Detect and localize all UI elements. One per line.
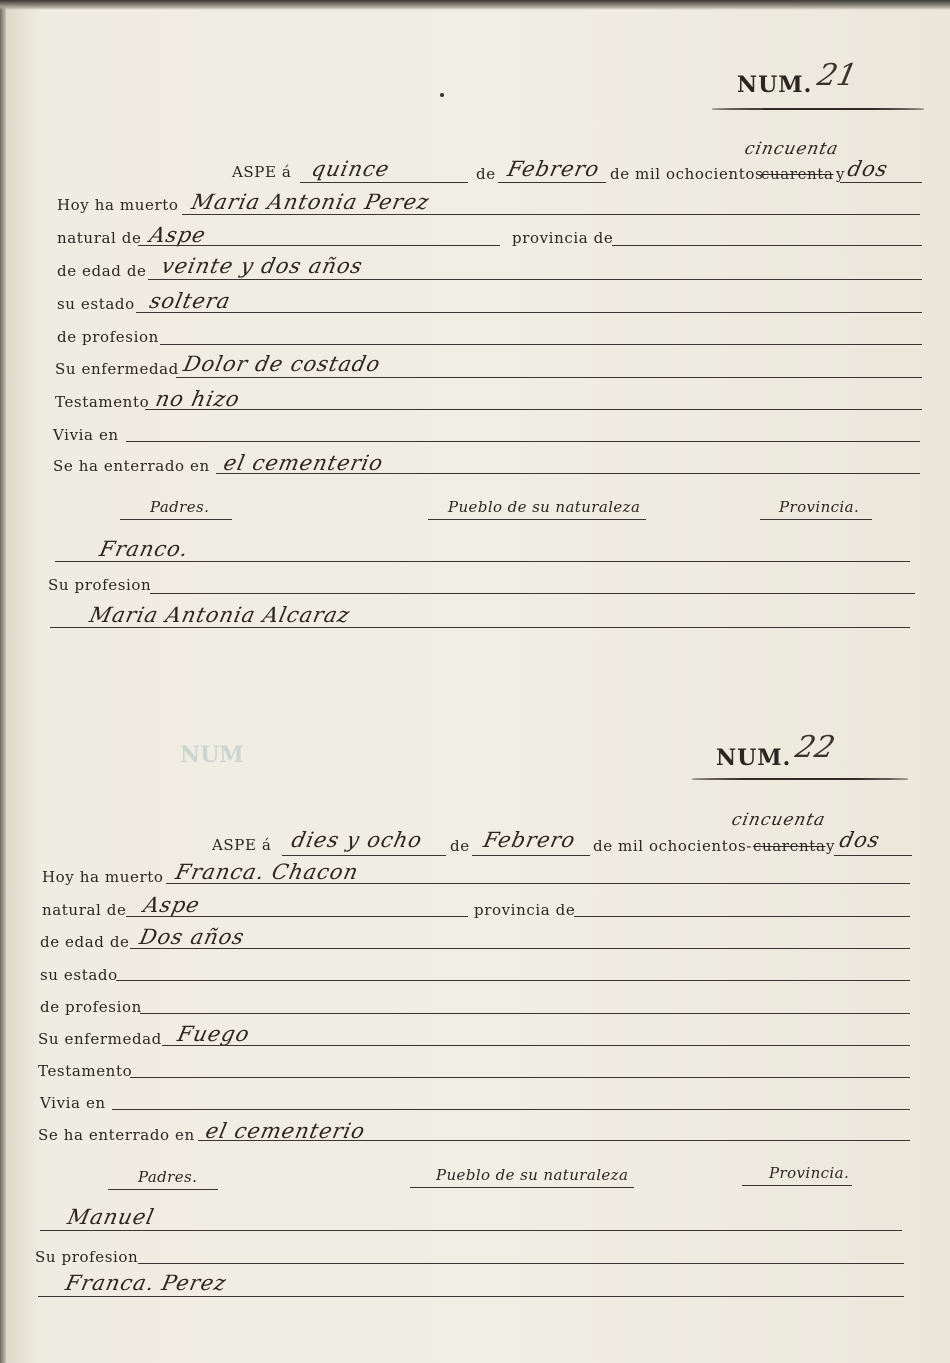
- day-line: [282, 855, 446, 856]
- ink-speck: [440, 93, 444, 97]
- parent-profession-line: [150, 593, 915, 594]
- buried-line: [216, 473, 920, 474]
- year-struck: cuarenta: [753, 837, 826, 855]
- age-label: de edad de: [57, 262, 147, 280]
- mother-value: Franca. Perez: [63, 1271, 229, 1295]
- province-label: provincia de: [512, 229, 614, 247]
- illness-line: [176, 377, 922, 378]
- status-line: [136, 312, 922, 313]
- father-value: Manuel: [65, 1205, 157, 1229]
- age-value: Dos años: [137, 925, 247, 949]
- will-line: [145, 409, 922, 410]
- father-line: [40, 1230, 902, 1231]
- lived-label: Vivia en: [53, 426, 119, 444]
- month-line: [472, 855, 590, 856]
- year-correction: cincuenta: [742, 139, 841, 159]
- record-number-label: NUM.: [716, 745, 792, 771]
- lived-label: Vivia en: [40, 1094, 106, 1112]
- age-label: de edad de: [40, 933, 130, 951]
- lived-line: [112, 1109, 910, 1110]
- will-label: Testamento: [38, 1062, 133, 1080]
- buried-value: el cementerio: [221, 451, 386, 475]
- month-value: Febrero: [505, 157, 603, 181]
- de-label: de: [476, 165, 496, 183]
- mother-value: Maria Antonia Alcaraz: [87, 603, 353, 627]
- age-value: veinte y dos años: [159, 254, 366, 278]
- province-header-rule: [742, 1185, 852, 1186]
- province-header: Provincia.: [779, 498, 860, 516]
- lived-line: [126, 441, 920, 442]
- parents-header-rule: [108, 1189, 218, 1190]
- parent-profession-label: Su profesion: [35, 1248, 139, 1266]
- month-value: Febrero: [481, 828, 579, 852]
- natural-label: natural de: [57, 229, 142, 247]
- town-header-rule: [428, 519, 646, 520]
- buried-label: Se ha enterrado en: [53, 457, 210, 475]
- status-label: su estado: [57, 295, 135, 313]
- year-line: [840, 182, 922, 183]
- will-label: Testamento: [55, 393, 150, 411]
- status-label: su estado: [40, 966, 118, 984]
- day-line: [300, 182, 468, 183]
- parent-profession-label: Su profesion: [48, 576, 152, 594]
- profession-label: de profesion: [40, 998, 142, 1016]
- year-y: y: [826, 837, 836, 855]
- year-units: dos: [837, 828, 883, 852]
- age-line: [130, 948, 910, 949]
- page-edge-top: [0, 0, 950, 10]
- status-line: [116, 980, 910, 981]
- father-value: Franco.: [97, 537, 191, 561]
- record-number-rule: [692, 778, 908, 780]
- province-header-rule: [760, 519, 872, 520]
- day-value: dies y ocho: [289, 828, 425, 852]
- parents-header-rule: [120, 519, 232, 520]
- died-line: [182, 214, 920, 215]
- died-value: Franca. Chacon: [173, 860, 361, 884]
- died-value: Maria Antonia Perez: [189, 190, 432, 214]
- profession-label: de profesion: [57, 328, 159, 346]
- age-line: [148, 279, 922, 280]
- died-line: [166, 883, 910, 884]
- year-units: dos: [845, 157, 891, 181]
- town-header-rule: [410, 1187, 634, 1188]
- natural-value: Aspe: [147, 223, 209, 247]
- province-line: [574, 916, 910, 917]
- record-number-value: 21: [814, 58, 860, 93]
- natural-line: [126, 916, 468, 917]
- will-line: [130, 1077, 910, 1078]
- month-line: [498, 182, 606, 183]
- died-label: Hoy ha muerto: [57, 196, 179, 214]
- illness-line: [162, 1045, 910, 1046]
- place-label: ASPE á: [212, 836, 272, 854]
- de-label: de: [450, 837, 470, 855]
- natural-line: [138, 245, 500, 246]
- illness-label: Su enfermedad: [55, 360, 179, 378]
- record-number-rule: [712, 108, 924, 110]
- buried-label: Se ha enterrado en: [38, 1126, 195, 1144]
- parent-profession-line: [138, 1263, 904, 1264]
- illness-label: Su enfermedad: [38, 1030, 162, 1048]
- father-line: [55, 561, 910, 562]
- province-header: Provincia.: [769, 1164, 850, 1182]
- mother-line: [38, 1296, 904, 1297]
- parents-header: Padres.: [138, 1168, 198, 1186]
- page-edge-left: [0, 0, 6, 1363]
- ghost-num: NUM: [180, 742, 244, 768]
- year-correction: cincuenta: [729, 810, 828, 830]
- status-value: soltera: [147, 289, 234, 313]
- illness-value: Dolor de costado: [181, 352, 383, 376]
- buried-value: el cementerio: [203, 1119, 368, 1143]
- will-value: no hizo: [153, 387, 243, 411]
- natural-label: natural de: [42, 901, 127, 919]
- record-number-value: 22: [792, 730, 838, 765]
- profession-line: [140, 1013, 910, 1014]
- parents-header: Padres.: [150, 498, 210, 516]
- day-value: quince: [309, 157, 392, 181]
- town-header: Pueblo de su naturaleza: [448, 498, 641, 516]
- year-y: y: [836, 165, 846, 183]
- buried-line: [198, 1140, 910, 1141]
- year-struck: cuarenta: [761, 165, 834, 183]
- illness-value: Fuego: [175, 1022, 253, 1046]
- year-line: [834, 855, 912, 856]
- province-label: provincia de: [474, 901, 576, 919]
- died-label: Hoy ha muerto: [42, 868, 164, 886]
- year-prefix: de mil ochocientos: [610, 165, 764, 183]
- year-prefix: de mil ochocientos-: [593, 837, 752, 855]
- place-label: ASPE á: [232, 163, 292, 181]
- mother-line: [50, 627, 910, 628]
- record-number-label: NUM.: [737, 72, 813, 98]
- province-line: [612, 245, 922, 246]
- town-header: Pueblo de su naturaleza: [436, 1166, 629, 1184]
- natural-value: Aspe: [141, 893, 203, 917]
- profession-line: [160, 344, 922, 345]
